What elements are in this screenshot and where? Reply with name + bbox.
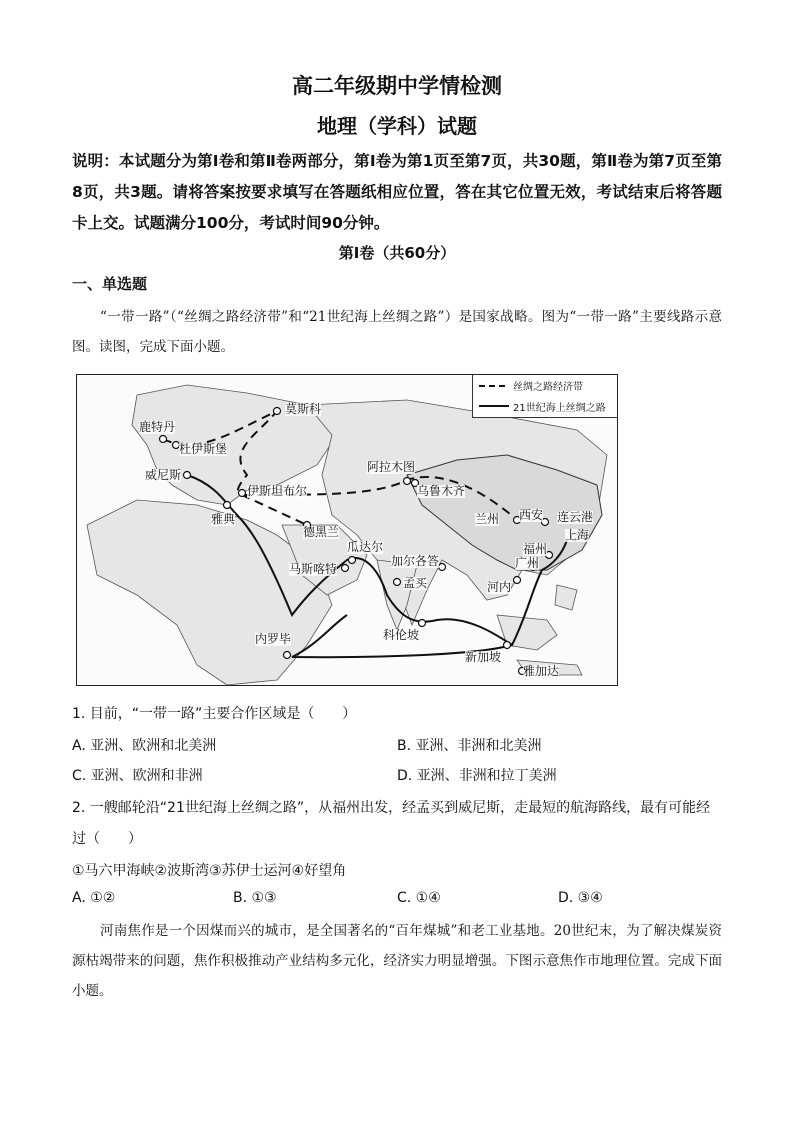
city-label-hanoi: 河内 [487,580,512,594]
city-label-mumbai: 孟买 [403,576,428,590]
city-label-gwadar: 瓜达尔 [347,540,384,554]
exam-title: 高二年级期中学情检测 [292,74,502,98]
city-label-shanghai: 上海 [565,528,590,542]
question-2-option-d[interactable]: D. ③④ [558,890,603,906]
legend-sea-route: 21世纪海上丝绸之路 [513,403,606,414]
city-label-istanbul: 伊斯坦布尔 [247,484,308,498]
question-1-option-d[interactable]: D. 亚洲、非洲和拉丁美洲 [397,768,557,784]
city-label-almaty: 阿拉木图 [367,460,416,474]
city-label-muscat: 马斯喀特 [289,562,338,576]
question-2-choices: ①马六甲海峡②波斯湾③苏伊士运河④好望角 [72,863,347,879]
city-label-fuzhou: 福州 [523,542,548,556]
question-1-option-b[interactable]: B. 亚洲、非洲和北美洲 [397,738,542,754]
city-label-lanzhou: 兰州 [475,512,500,526]
city-label-rotterdam: 鹿特丹 [139,420,176,434]
city-label-moscow: 莫斯科 [285,402,322,416]
city-label-duisburg: 杜伊斯堡 [179,442,228,456]
city-label-lianyungang: 连云港 [557,510,594,524]
city-label-xian: 西安 [519,508,544,522]
map-legend [472,375,617,418]
city-label-tehran: 德黑兰 [303,525,340,539]
question-2-stem-line2: 过（ ） [72,831,142,847]
question-1-option-a[interactable]: A. 亚洲、欧洲和北美洲 [72,738,217,754]
legend-land-route: 丝绸之路经济带 [513,382,583,393]
question-1-option-c[interactable]: C. 亚洲、欧洲和非洲 [72,768,203,784]
question-2-option-c[interactable]: C. ①④ [397,890,441,906]
question-2-stem-line1: 2. 一艘邮轮沿“21世纪海上丝绸之路”，从福州出发，经孟买到威尼斯，走最短的航海路线，最有可能经 [72,800,711,816]
passage-jiaozuo: 河南焦作是一个因煤而兴的城市，是全国著名的“百年煤城”和老工业基地。20世纪末，为了解决煤炭资源枯竭带来的问题，焦作积极推动产业结构多元化，经济实力明显增强。下图示意焦作市地理位置。完成下面小题。 [72,923,722,999]
city-label-venice: 威尼斯 [145,468,182,482]
legend-solid-line-icon [479,401,509,411]
question-2-option-b[interactable]: B. ①③ [233,890,277,906]
question-1-stem: 1. 目前，“一带一路”主要合作区域是（ ） [72,706,357,722]
exam-subtitle: 地理（学科）试题 [317,114,477,138]
city-label-colombo: 科伦坡 [383,628,420,642]
part1-heading: 第Ⅰ卷（共60分） [338,244,456,262]
section-heading: 一、单选题 [72,275,148,293]
city-label-singapore: 新加坡 [465,650,502,664]
city-label-urumqi: 乌鲁木齐 [417,484,466,498]
exam-instructions: 说明：本试题分为第Ⅰ卷和第Ⅱ卷两部分，第Ⅰ卷为第1页至第7页，共30题，第Ⅱ卷为第7页至第8页，共3题。请将答案按要求填写在答题纸相应位置，答在其它位置无效，考试结束后将答题卡上交。试题满分100分，考试时间90分钟。 [72,152,722,232]
city-label-athens: 雅典 [211,512,236,526]
city-label-guangzhou: 广州 [515,556,540,570]
question-2-option-a[interactable]: A. ①② [72,890,116,906]
city-label-kolkata: 加尔各答 [391,554,440,568]
passage-belt-road: “一带一路”（“丝绸之路经济带”和“21世纪海上丝绸之路”）是国家战略。图为“一带一路”主要线路示意图。读图，完成下面小题。 [72,309,722,355]
legend-dash-line-icon [479,381,509,391]
city-label-jakarta: 雅加达 [523,664,560,678]
city-label-nairobi: 内罗毕 [255,632,292,646]
belt-road-map [76,374,618,686]
